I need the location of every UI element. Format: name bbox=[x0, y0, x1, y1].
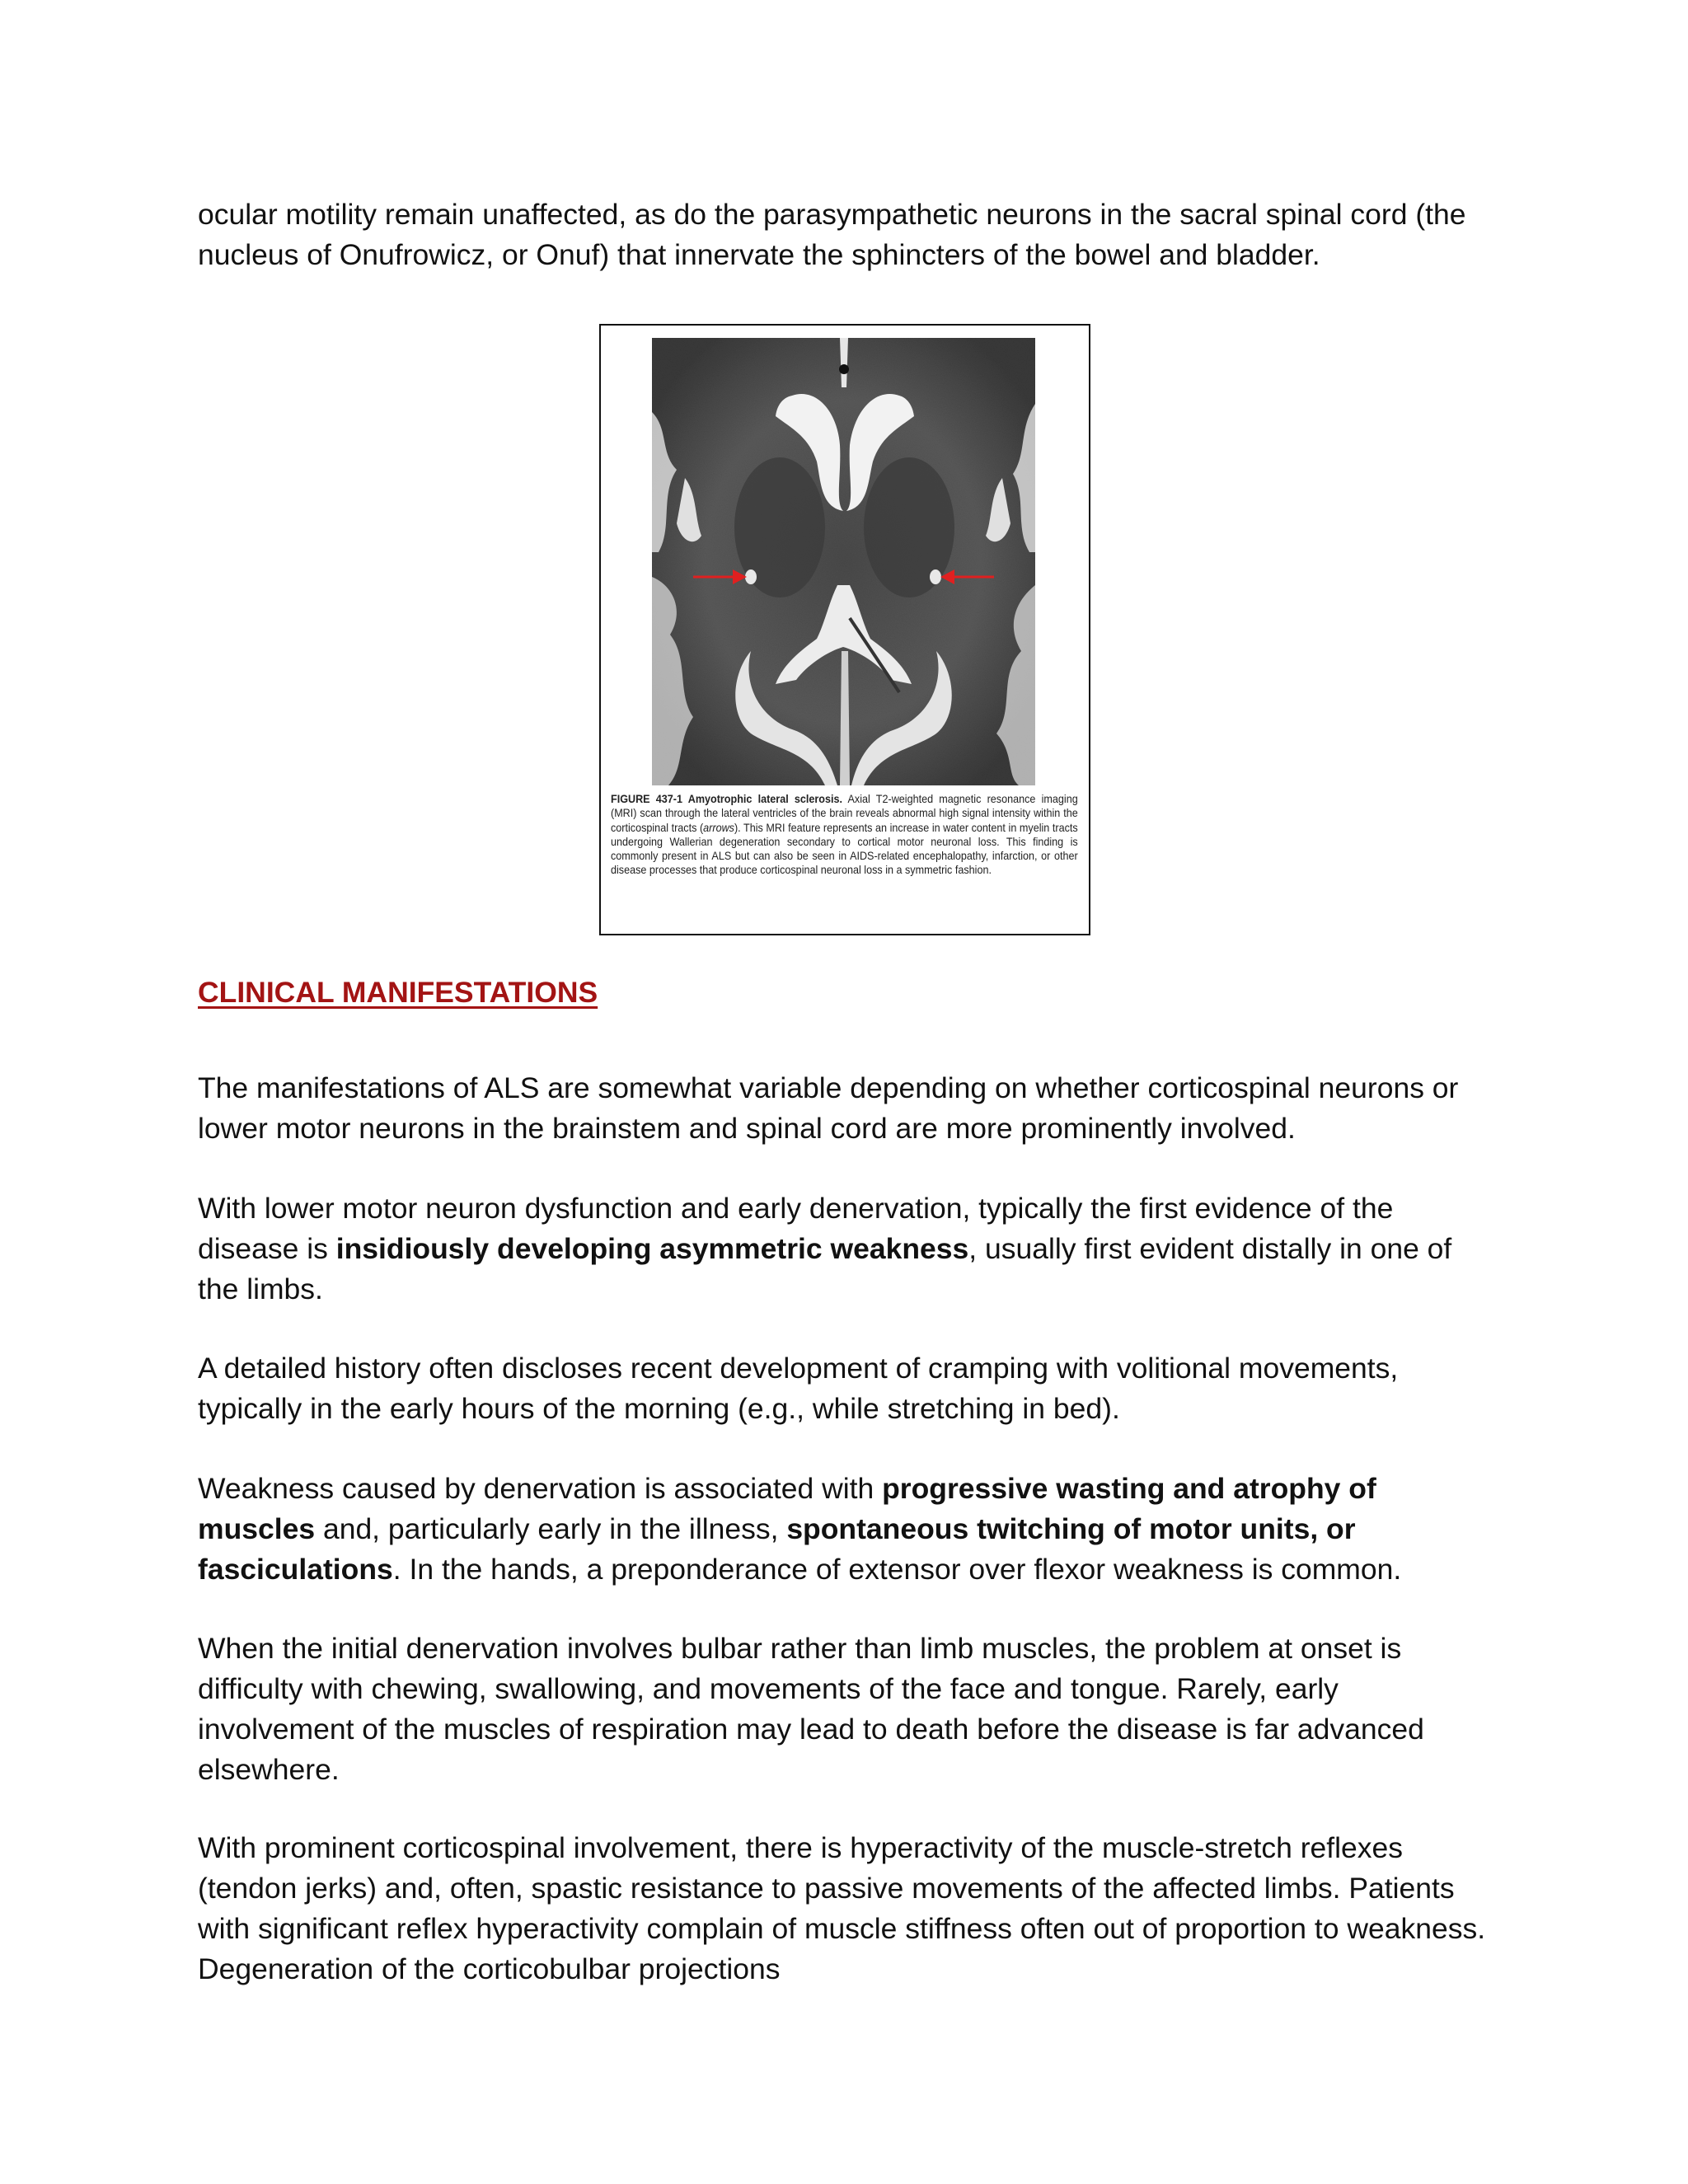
section-heading: CLINICAL MANIFESTATIONS bbox=[198, 976, 598, 1009]
paragraph-2-text-c: , usually first evident distally in one of the limbs. bbox=[198, 1232, 1452, 1305]
paragraph-4-text-e: . In the hands, a preponderance of extensor over flexor weakness is common. bbox=[392, 1553, 1402, 1586]
paragraph-5: When the initial denervation involves bulbar rather than limb muscles, the problem at onset is difficulty with chewing, swallowing, and movements of the face and tongue. Rarely, early involvement of the muscles of respiration may lead to death before the disease is far advanced elsewhere. bbox=[198, 1632, 1424, 1786]
paragraph-2 bbox=[198, 1188, 1500, 1310]
paragraph-4 bbox=[198, 1469, 1500, 1590]
paragraph-4-bold-2: spontaneous twitching of motor units, or fasciculations bbox=[198, 1512, 1356, 1586]
paragraph-3: A detailed history often discloses recent development of cramping with volitional movements, typically in the early hours of the morning (e.g., while stretching in bed). bbox=[198, 1352, 1399, 1425]
caption-text-2: ). This MRI feature represents an increase in water content in myelin tracts undergoing Wallerian degeneration secondary to cortical motor neuronal loss. This finding is commonly present in ALS but can also be seen in AIDS-related encephalopathy, infarction, or other disease processes that produce corticospinal neuronal loss in a symmetric fashion. bbox=[611, 821, 1078, 877]
caption-italic: arrows bbox=[703, 821, 734, 834]
intro-paragraph: ocular motility remain unaffected, as do the parasympathetic neurons in the sacral spinal cord (the nucleus of Onufrowicz, or Onuf) that innervate the sphincters of the bowel and bladder. bbox=[198, 198, 1466, 271]
caption-label: FIGURE 437-1 Amyotrophic lateral sclerosis. bbox=[611, 793, 843, 805]
mri-brain-image bbox=[652, 338, 1035, 785]
paragraph-2-text-a: With lower motor neuron dysfunction and early denervation, typically the first evidence of the disease is bbox=[198, 1192, 1394, 1265]
caption-text-1: Axial T2-weighted magnetic resonance imaging (MRI) scan through the lateral ventricles of the brain reveals abnormal high signal intensity within the corticospinal tracts ( bbox=[611, 793, 1078, 834]
figure-437-1 bbox=[599, 324, 1090, 935]
paragraph-4-text-a: Weakness caused by denervation is associated with bbox=[198, 1472, 883, 1505]
paragraph-4-bold-1: progressive wasting and atrophy of muscles bbox=[198, 1472, 1376, 1545]
figure-caption bbox=[611, 792, 1078, 878]
paragraph-2-bold: insidiously developing asymmetric weakness bbox=[335, 1232, 969, 1265]
paragraph-1: The manifestations of ALS are somewhat variable depending on whether corticospinal neurons or lower motor neurons in the brainstem and spinal cord are more prominently involved. bbox=[198, 1071, 1459, 1145]
paragraph-4-text-c: and, particularly early in the illness, bbox=[315, 1512, 787, 1545]
paragraph-6: With prominent corticospinal involvement, there is hyperactivity of the muscle-stretch reflexes (tendon jerks) and, often, spastic resistance to passive movements of the affected limbs. Patients with significant reflex hyperactivity complain of muscle stiffness often out of proportion to weakness. Degeneration of the corticobulbar projections bbox=[198, 1831, 1486, 1985]
